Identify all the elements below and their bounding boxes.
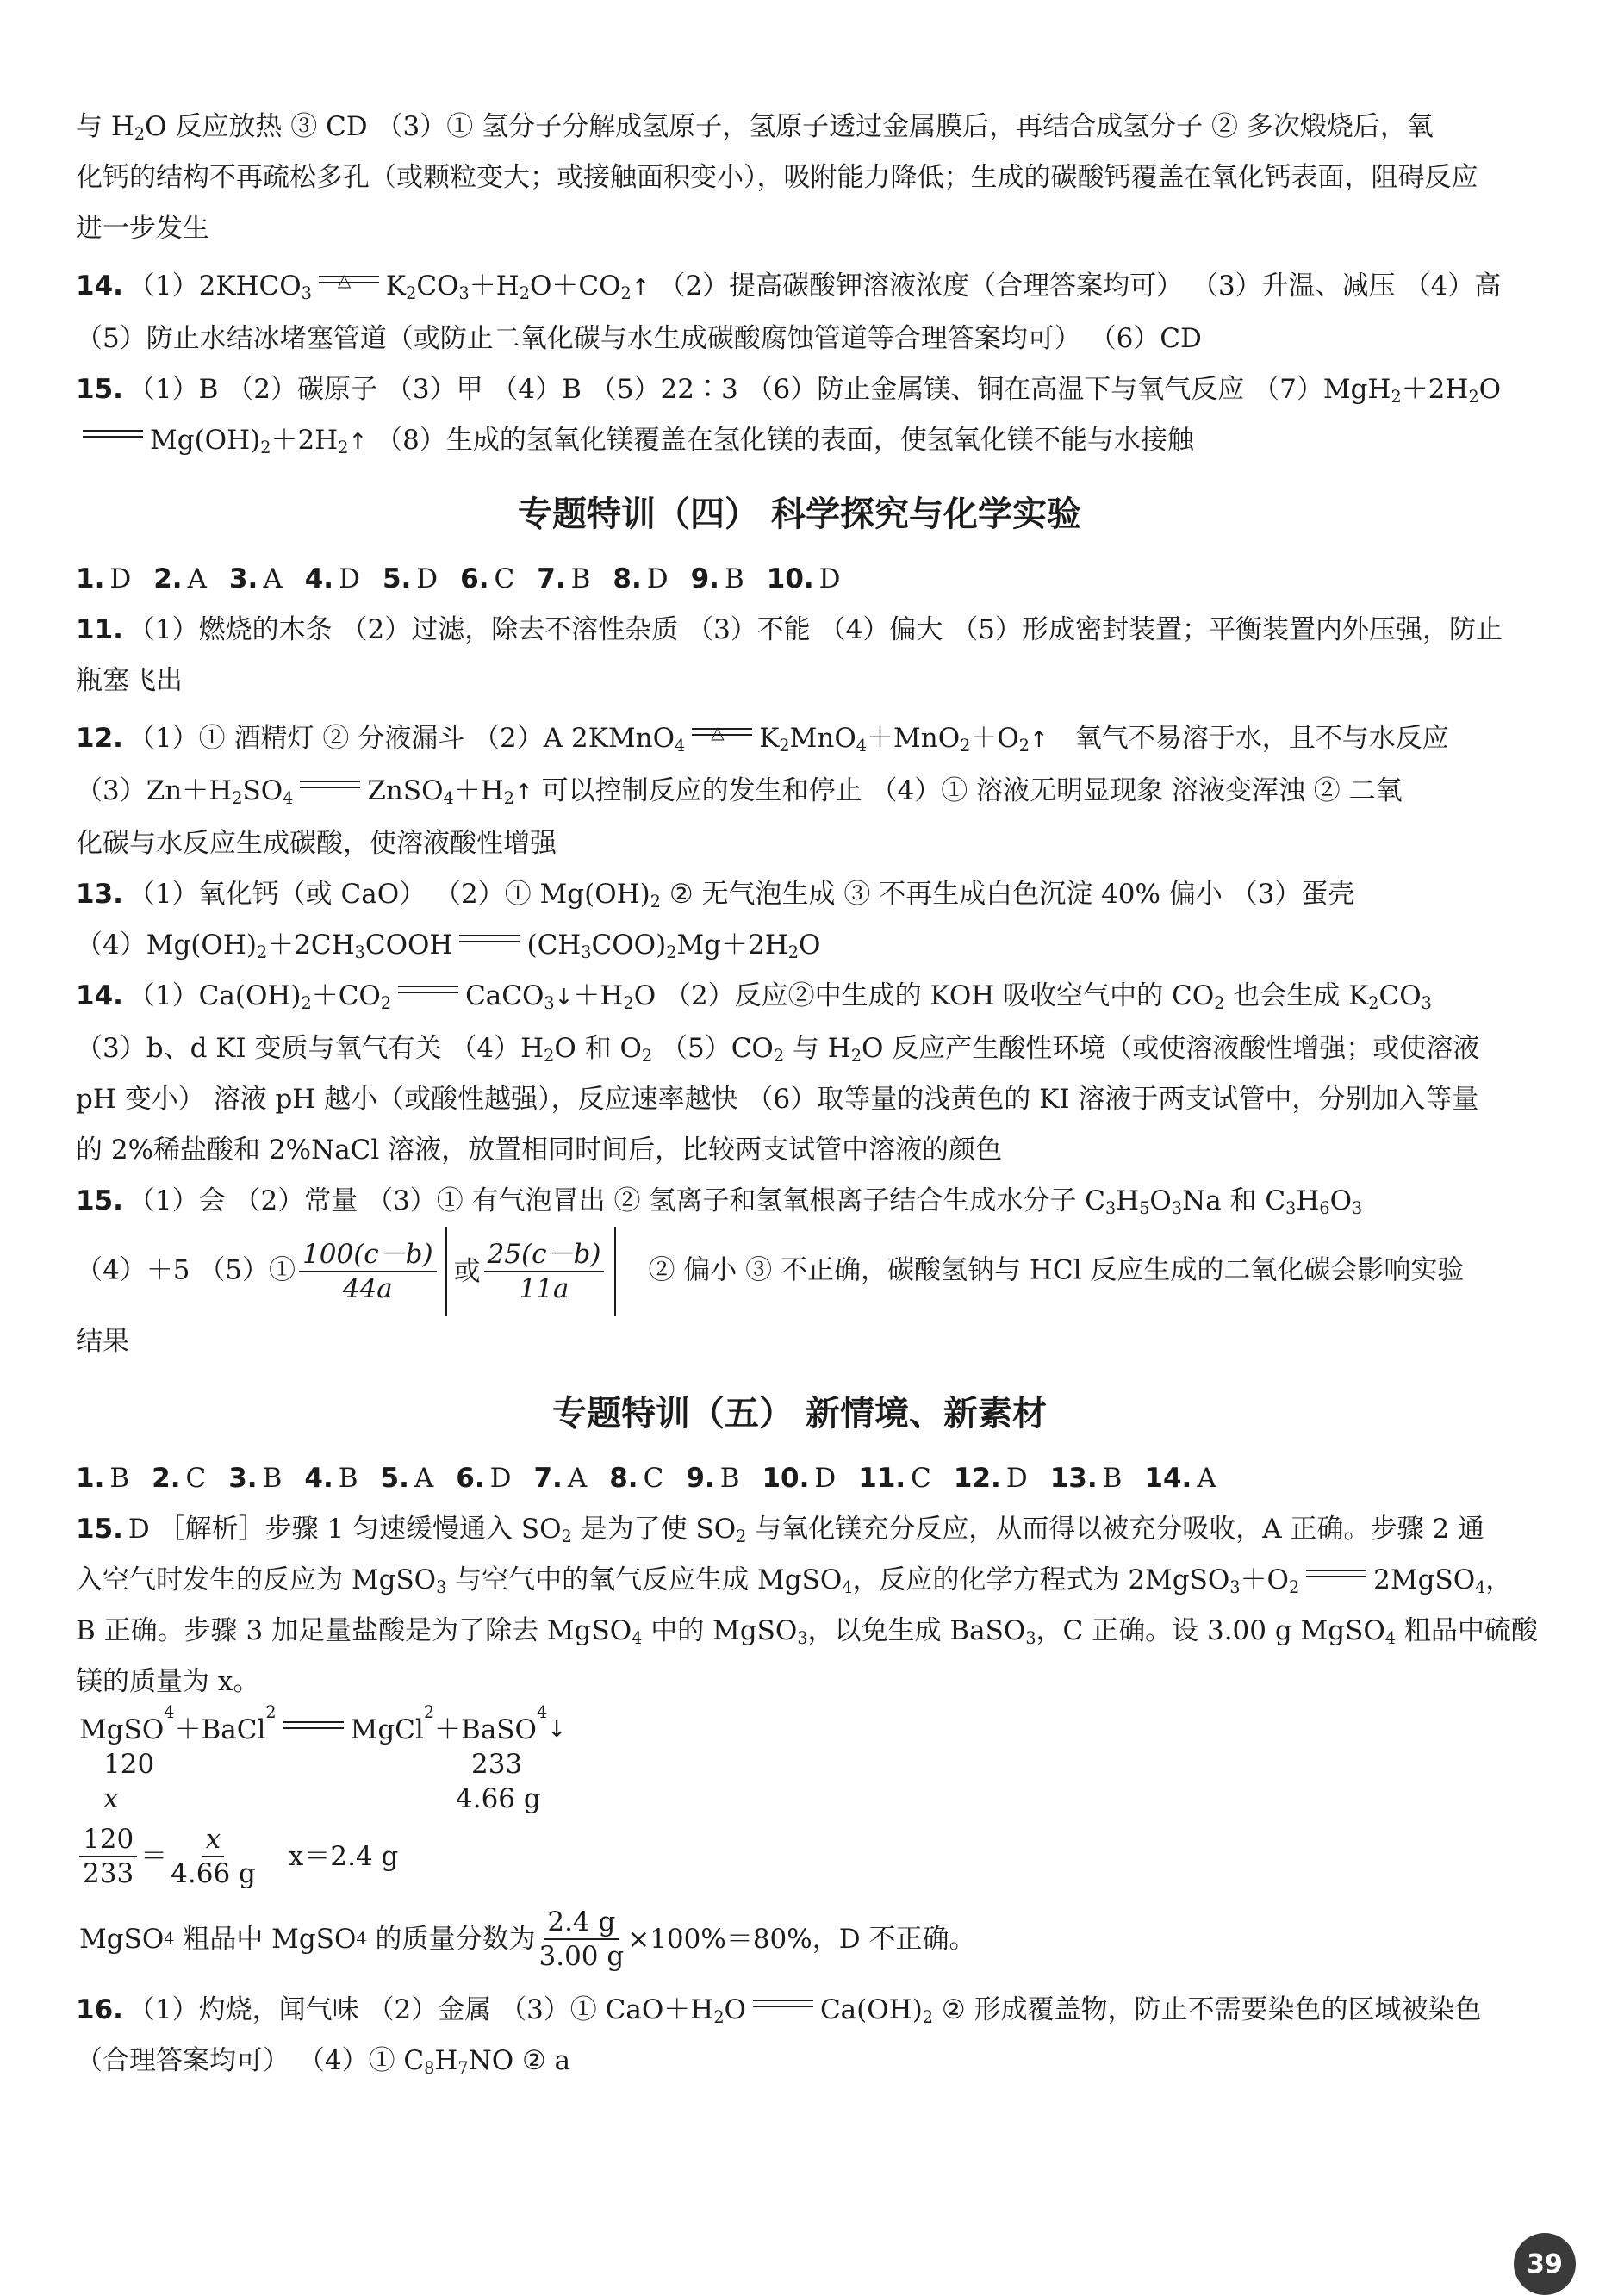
answer-letter: D [814, 1463, 837, 1494]
mc-answers-5 [76, 1453, 1523, 1504]
answer-15-line2: （4）＋5 （5）① $\frac{100(c-b)}{44a}$ 或 $\frac{25(c-b)}{11a}$ ② 偏小 ③ 不正确，碳酸氢钠与 HCl 反应生成的二氧化碳会影响实验 [76, 1227, 1523, 1316]
question-number: 12. [953, 1463, 1001, 1494]
question-number: 6. [456, 1463, 485, 1494]
answer-letter: D [818, 563, 841, 594]
equals-heat-sign: △ [692, 719, 752, 749]
equals-sign [459, 926, 520, 955]
fraction: $\frac{100(c-b)}{44a}$ [299, 1238, 437, 1305]
fraction: $\frac{x}{4.66 g}$ [171, 1824, 256, 1889]
fraction: $\frac{2.4 g}{3.00 g}$ [538, 1906, 625, 1972]
equals-sign [398, 977, 458, 1006]
answer-letter: A [263, 563, 283, 594]
equals-sign [283, 1713, 344, 1742]
page-number-badge: 39 [1514, 2233, 1576, 2295]
answer-15-line3: 结果 [76, 1326, 129, 1357]
mc-answer [954, 1463, 1028, 1494]
question-number: 11. [858, 1463, 906, 1494]
mc-answer [858, 1463, 931, 1494]
answer-letter: B [262, 1463, 283, 1494]
text-line: 化钙的结构不再疏松多孔（或颗粒变大；或接触面积变小），吸附能力降低；生成的碳酸钙覆盖在氧化钙表面，阻碍反应 [76, 162, 1478, 193]
ratio-row: $\frac{120}{233}$ ＝ $\frac{x}{4.66 g}$ x＝2.4 g [79, 1823, 1523, 1890]
question-number: 10. [762, 1463, 810, 1494]
answer-letter: C [643, 1463, 664, 1494]
question-number: 9. [690, 563, 719, 594]
fraction: $\frac{120}{233}$ [79, 1823, 137, 1890]
question-number: 9. [686, 1463, 715, 1494]
answer-letter: C [185, 1463, 207, 1494]
question-number: 5. [382, 563, 412, 594]
gas-arrow-icon: ↑ [348, 429, 368, 455]
mc-answer [228, 1463, 282, 1494]
answer-14-line3: pH 变小） 溶液 pH 越小（或酸性越强），反应速率越快 （6）取等量的浅黄色的 KI 溶液于两支试管中，分别加入等量 [76, 1084, 1479, 1115]
calculation-block [79, 1702, 1523, 1973]
text-line: 与 $H_2O$ 反应放热 ③ CD （3）① 氢分子分解成氢原子，氢原子透过金属膜后，再结合成氢分子 ② 多次煅烧后，氧 [76, 111, 1434, 144]
answer-letter: D [339, 563, 360, 594]
equals-sign [1306, 1561, 1366, 1590]
answer-letter: B [338, 1463, 358, 1494]
question-number: 8. [609, 1463, 638, 1494]
question-number: 5. [380, 1463, 409, 1494]
question-number: 3. [228, 1463, 258, 1494]
answer-13-line2: $(4)Mg(OH)_2+2CH_3COOH$ $(CH_3COO)_2Mg+2H_2O$ [76, 920, 1523, 971]
mc-answer [609, 1463, 663, 1494]
mc-answer [460, 563, 514, 594]
answer-15-line2: 入空气时发生的反应为 MgSO$_3$ 与空气中的氧气反应生成 MgSO$_4$，反应的化学方程式为 $2MgSO_3+O_2$ 2MgSO$_4$， [76, 1555, 1523, 1606]
question-number: 4. [304, 1463, 333, 1494]
precipitate-arrow-icon: ↓ [554, 985, 574, 1011]
answer-letter: A [567, 1463, 588, 1494]
question-number: 1. [76, 563, 105, 594]
answer-15-line3: B 正确。步骤 3 加足量盐酸是为了除去 MgSO$_4$ 中的 MgSO$_3$，以免生成 BaSO$_3$，C 正确。设 3.00 g MgSO$_4$ 粗品中硫酸 [76, 1615, 1538, 1648]
answer-letter: D [416, 563, 439, 594]
answer-16-line1: 16. （1）灼烧，闻气味 （2）金属 （3）① $CaO+H_2O$ $Ca(OH)_2$ ② 形成覆盖物，防止不需要染色的区域被染色 [76, 1985, 1523, 2036]
mc-answer [613, 563, 668, 594]
mass-row: 120 233 [103, 1749, 523, 1780]
answer-12-line3: 化碳与水反应生成碳酸，使溶液酸性增强 [76, 828, 557, 859]
mc-answer [305, 563, 360, 594]
mc-answer [456, 1463, 511, 1494]
question-number: 4. [304, 563, 334, 594]
answer-letter: B [109, 1463, 130, 1494]
question-number: 1. [76, 1463, 105, 1494]
answer-14-line2: （3）b、d KI 变质与氧气有关 $(4)H_2O$ 和 $O_2$ $(5)CO_2$ 与 $H_2O$ 反应产生酸性环境（或使溶液酸性增强；或使溶液 [76, 1033, 1480, 1066]
mc-answer [383, 563, 438, 594]
fraction: $\frac{25(c-b)}{11a}$ [484, 1238, 605, 1305]
precipitate-arrow-icon: ↓ [547, 1717, 566, 1743]
answer-15-line1: 15. D ［解析］步骤 1 匀速缓慢通入 $SO_2$ 是为了使 $SO_2$ 与氧化镁充分反应，从而得以被充分吸收，A 正确。步骤 2 通 [76, 1514, 1484, 1546]
answer-letter: A [414, 1463, 434, 1494]
question-number: 3. [228, 563, 258, 594]
mc-answer [1144, 1463, 1216, 1494]
mc-answer [153, 563, 207, 594]
answer-letter: A [187, 563, 207, 594]
mc-answer [1050, 1463, 1123, 1494]
mc-answer [762, 1463, 836, 1494]
equals-sign [83, 421, 143, 451]
section-title-4: 专题特训（四） 科学探究与化学实验 [518, 494, 1081, 534]
answer-letter: B [724, 563, 744, 594]
answer-15-line2: $Mg(OH)_2+2H_2↑$ （8）生成的氢氧化镁覆盖在氢化镁的表面，使氢氧化镁不能与水接触 [76, 415, 1523, 468]
answer-15-line1: 15. （1）B （2）碳原子 （3）甲 （4）B （5）22∶3 （6）防止金属镁、铜在高温下与氧气反应 $(7)MgH_2+2H_2O$ [76, 374, 1502, 407]
answer-letter: B [1102, 1463, 1123, 1494]
answer-page [76, 102, 1538, 2087]
mc-answer [767, 563, 841, 594]
question-number: 2. [153, 563, 183, 594]
answer-13-line1: 13. （1）氧化钙（或 CaO） （2）① $Mg(OH)_2$ ② 无气泡生成 ③ 不再生成白色沉淀 40% 偏小 （3）蛋壳 [76, 879, 1355, 911]
answer-16-line2: （合理答案均可） （4）① $C_8H_7NO$ ② a [76, 2045, 571, 2078]
equals-sign [753, 1991, 813, 2020]
answer-letter: B [719, 1463, 740, 1494]
section-title-5: 专题特训（五） 新情境、新素材 [552, 1394, 1047, 1434]
answer-15-line4: 镁的质量为 x。 [76, 1666, 260, 1697]
percent-row: MgSO 4 粗品中 MgSO 4 的质量分数为 $\frac{2.4 g}{3.00 g}$ ×100%＝80%，D 不正确。 [79, 1906, 976, 1972]
mc-answer [533, 1463, 587, 1494]
answer-14-line4: 的 2%稀盐酸和 2%NaCl 溶液，放置相同时间后，比较两支试管中溶液的颜色 [76, 1135, 1003, 1166]
mc-answer [76, 1463, 129, 1494]
text-line: 进一步发生 [76, 213, 209, 244]
answer-letter: A [1197, 1463, 1216, 1494]
answer-letter: D [646, 563, 669, 594]
answer-11-line2: 瓶塞飞出 [76, 665, 183, 696]
equals-heat-sign: △ [319, 267, 379, 296]
mc-answer [229, 563, 283, 594]
mc-answer [537, 563, 590, 594]
question-number: 14. [1144, 1463, 1192, 1494]
mc-answer [304, 1463, 358, 1494]
gas-arrow-icon: ↑ [631, 275, 650, 301]
question-number: 10. [766, 563, 814, 594]
answer-letter: C [911, 1463, 931, 1494]
answer-12-line1: 12. （1）① 酒精灯 ② 分液漏斗 （2）A 2KMnO$_4$ △ $K_2MnO_4+MnO_2+O_2↑$ 氧气不易溶于水，且不与水反应 [76, 713, 1523, 766]
mc-answer [152, 1463, 206, 1494]
question-number: 7. [537, 563, 566, 594]
question-number: 6. [460, 563, 489, 594]
answer-15-line1: 15. （1）会 （2）常量 （3）① 有气泡冒出 ② 氢离子和氢氧根离子结合生成水分子 $C_3H_5O_3Na$ 和 $C_3H_6O_3$ [76, 1185, 1363, 1218]
mc-answers-4 [76, 554, 1523, 605]
mc-answer [686, 1463, 739, 1494]
question-number: 8. [613, 563, 642, 594]
question-number: 7. [533, 1463, 563, 1494]
answer-14-line1: 14. $(1)2KHCO_3$ △ $K_2CO_3+H_2O+CO_2↑$ （2）提高碳酸钾溶液浓度（合理答案均可） （3）升温、减压 （4）高 [76, 261, 1523, 314]
answer-letter: D [1005, 1463, 1028, 1494]
gas-arrow-icon: ↑ [1029, 727, 1048, 753]
question-number: 13. [1049, 1463, 1098, 1494]
question-number: 2. [152, 1463, 181, 1494]
mc-answer [381, 1463, 434, 1494]
bracket: 或 $\frac{25(c-b)}{11a}$ [445, 1227, 617, 1316]
equation-row: MgSO 4 ＋BaCl 2 MgCl 2 ＋BaSO 4 ↓ [79, 1702, 566, 1745]
answer-letter: D [109, 563, 132, 594]
answer-14-line1: 14. $(1)Ca(OH)_2+CO_2$ $CaCO_3↓+H_2O$ （2）反应②中生成的 KOH 吸收空气中的 $CO_2$ 也会生成 $K_2CO_3$ [76, 971, 1523, 1023]
answer-14-line2: （5）防止水结冰堵塞管道（或防止二氧化碳与水生成碳酸腐蚀管道等合理答案均可） （6）CD [76, 323, 1202, 354]
gas-arrow-icon: ↑ [514, 780, 533, 805]
unknown-row: x 4.66 g [103, 1783, 541, 1814]
equals-sign [300, 772, 360, 801]
answer-letter: D [489, 1463, 512, 1494]
mc-answer [691, 563, 744, 594]
mc-answer [76, 563, 131, 594]
answer-12-line2: $(3)Zn+H_2SO_4$ $ZnSO_4+H_2↑$ 可以控制反应的发生和停止 （4）① 溶液无明显现象 溶液变浑浊 ② 二氧 [76, 766, 1523, 818]
answer-letter: B [570, 563, 591, 594]
answer-letter: C [494, 563, 515, 594]
answer-11-line1: 11. （1）燃烧的木条 （2）过滤，除去不溶性杂质 （3）不能 （4）偏大 （5）形成密封装置；平衡装置内外压强，防止 [76, 614, 1503, 645]
